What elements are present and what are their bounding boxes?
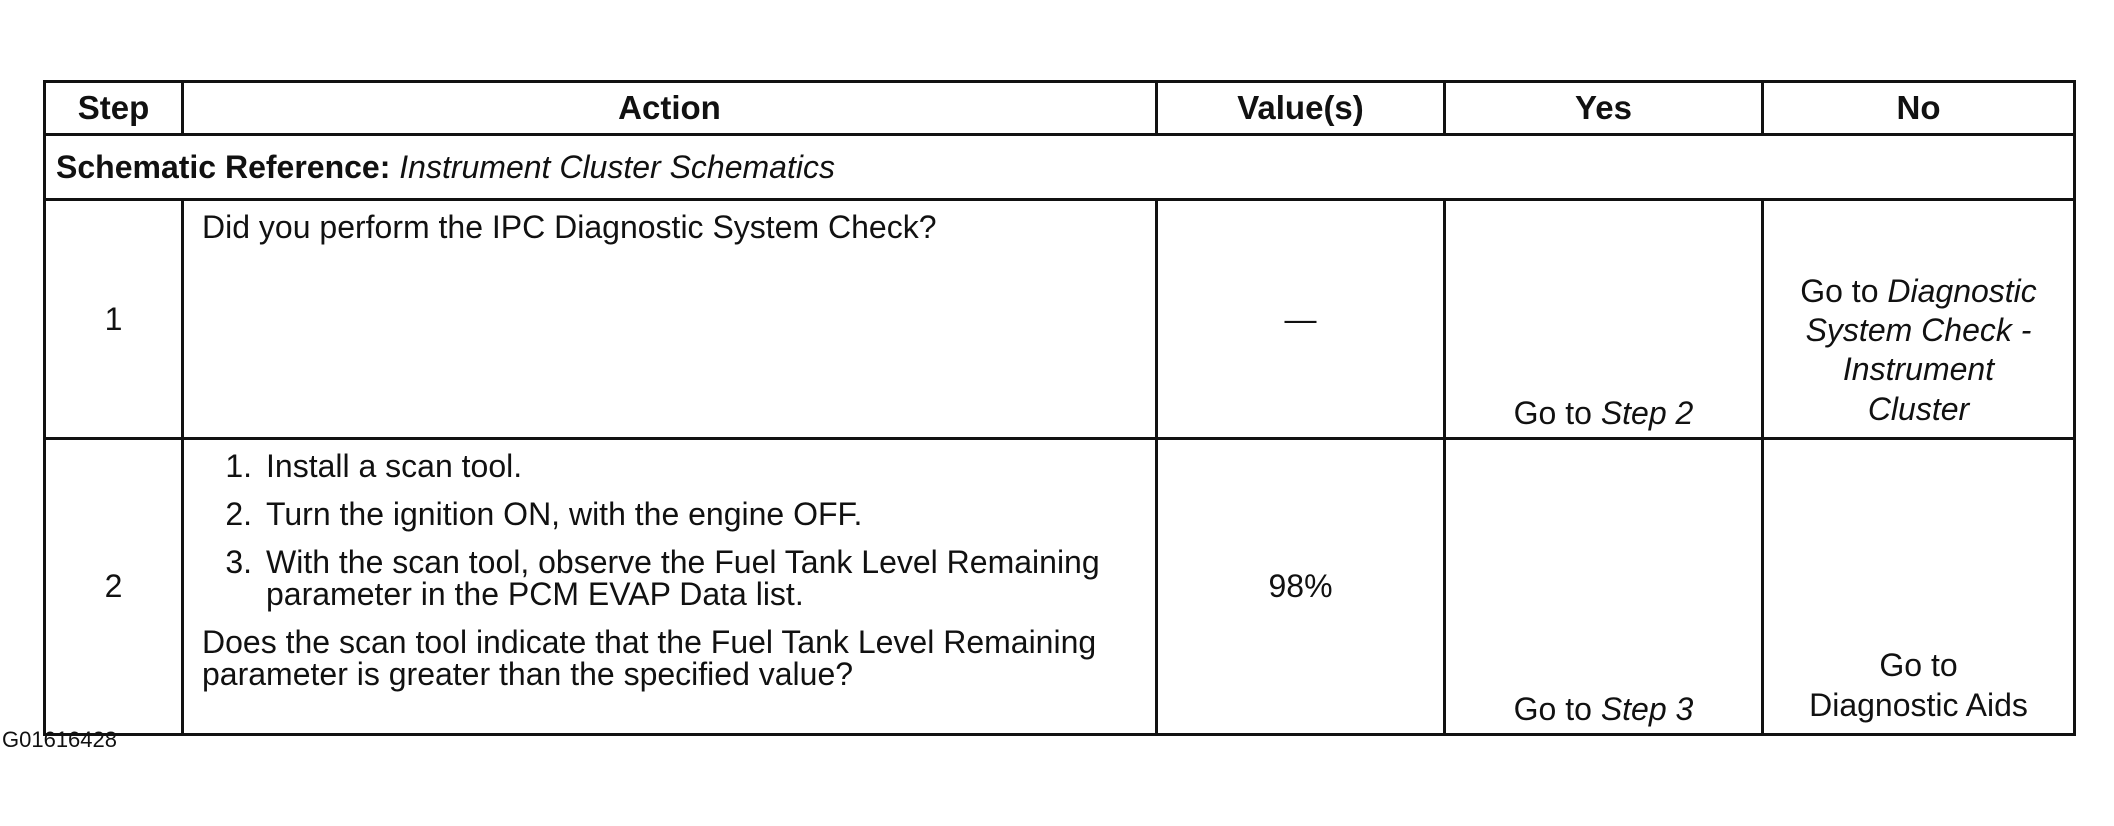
list-item-text: Turn the ignition ON, with the engine OFF. [266, 496, 863, 532]
no-line2: Diagnostic Aids [1809, 686, 2028, 723]
list-item [202, 546, 1141, 610]
instruction-list [202, 450, 1141, 610]
yes-step-link: Step 3 [1600, 691, 1694, 727]
list-item [202, 450, 1141, 482]
no-link-line1: Diagnostic [1887, 272, 2037, 309]
header-row [45, 82, 2075, 135]
action-cell [183, 439, 1157, 735]
list-item-number: 1. [225, 448, 252, 484]
header-values: Value(s) [1157, 82, 1445, 135]
list-item [202, 498, 1141, 530]
no-link-line2: System Check - [1805, 311, 2032, 348]
action-question: Did you perform the IPC Diagnostic System Check? [202, 209, 937, 245]
list-item-text: With the scan tool, observe the Fuel Tank Level Remaining parameter in the PCM EVAP Data list. [266, 544, 1100, 612]
schematic-reference-link: Instrument Cluster Schematics [399, 148, 835, 185]
schematic-reference-label: Schematic Reference: [56, 148, 391, 185]
no-line1: Go to [1879, 647, 1958, 684]
diagnostic-table [43, 80, 2076, 736]
value-cell: 98% [1157, 439, 1445, 735]
list-item-text: Install a scan tool. [266, 448, 523, 484]
no-prefix: Go to [1800, 272, 1879, 309]
action-cell [183, 200, 1157, 439]
no-cell [1763, 439, 2075, 735]
list-item-number: 2. [225, 496, 252, 532]
list-item-number: 3. [225, 544, 252, 580]
table-row [45, 439, 2075, 735]
yes-prefix: Go to [1513, 691, 1592, 727]
action-question: Does the scan tool indicate that the Fuel Tank Level Remaining parameter is greater than the specified value? [202, 624, 1097, 692]
header-action: Action [183, 82, 1157, 135]
no-cell [1763, 200, 2075, 439]
no-link-line4: Cluster [1867, 390, 1970, 427]
header-yes: Yes [1445, 82, 1763, 135]
no-link-line3: Instrument [1842, 351, 1995, 388]
yes-cell [1445, 439, 1763, 735]
yes-cell [1445, 200, 1763, 439]
schematic-reference-cell [45, 135, 2075, 200]
header-step: Step [45, 82, 183, 135]
schematic-reference-row [45, 135, 2075, 200]
figure-id: G01616428 [2, 727, 117, 752]
yes-prefix: Go to [1513, 395, 1592, 431]
table-row [45, 200, 2075, 439]
yes-step-link: Step 2 [1600, 395, 1694, 431]
step-number: 2 [45, 439, 183, 735]
value-cell: — [1157, 200, 1445, 439]
step-number: 1 [45, 200, 183, 439]
header-no: No [1763, 82, 2075, 135]
